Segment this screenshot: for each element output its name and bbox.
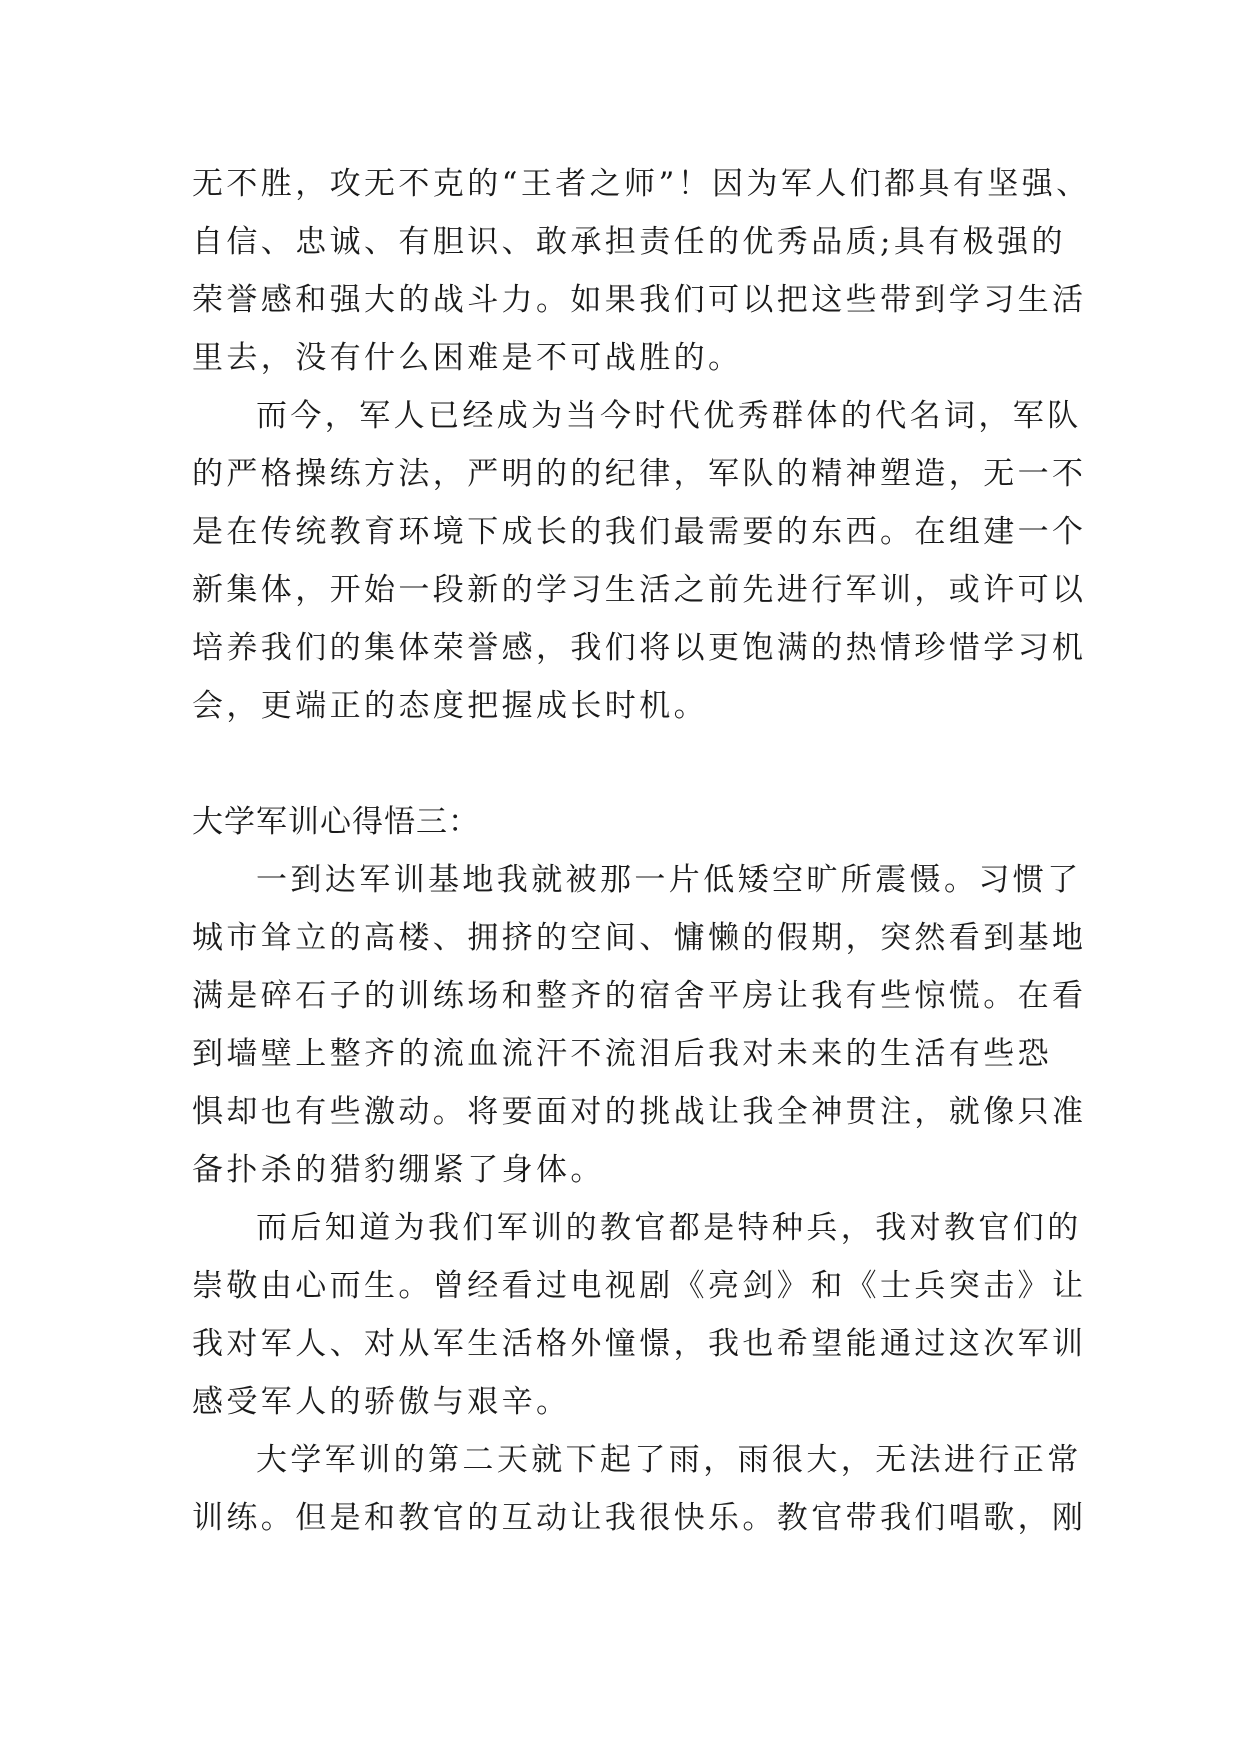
blank-line — [192, 735, 1092, 793]
text-line: 到墙壁上整齐的流血流汗不流泪后我对未来的生活有些恐 — [192, 1036, 1052, 1072]
text-line: 无不胜，攻无不克的“王者之师”！因为军人们都具有坚强、 — [192, 166, 1091, 202]
paragraph-2 — [192, 387, 1092, 735]
text-body — [192, 155, 1092, 1547]
text-line: 自信、忠诚、有胆识、敢承担责任的优秀品质;具有极强的 — [192, 224, 1066, 260]
text-line: 城市耸立的高楼、拥挤的空间、慵懒的假期，突然看到基地 — [192, 920, 1087, 956]
paragraph-4 — [192, 1199, 1092, 1431]
paragraph-3 — [192, 851, 1092, 1199]
text-line: 培养我们的集体荣誉感，我们将以更饱满的热情珍惜学习机 — [192, 630, 1087, 666]
text-line: 大学军训的第二天就下起了雨，雨很大，无法进行正常 — [256, 1442, 1082, 1478]
paragraph-5 — [192, 1431, 1092, 1547]
text-line: 惧却也有些激动。将要面对的挑战让我全神贯注，就像只准 — [192, 1094, 1087, 1130]
text-line: 训练。但是和教官的互动让我很快乐。教官带我们唱歌，刚 — [192, 1500, 1087, 1536]
text-line: 而今，军人已经成为当今时代优秀群体的代名词，军队 — [256, 398, 1082, 434]
text-line: 里去，没有什么困难是不可战胜的。 — [192, 340, 743, 376]
text-line: 崇敬由心而生。曾经看过电视剧《亮剑》和《士兵突击》让 — [192, 1268, 1087, 1304]
text-line: 备扑杀的猎豹绷紧了身体。 — [192, 1152, 605, 1188]
text-line: 的严格操练方法，严明的的纪律，军队的精神塑造，无一不 — [192, 456, 1087, 492]
section-heading: 大学军训心得悟三： — [192, 804, 480, 840]
text-line: 是在传统教育环境下成长的我们最需要的东西。在组建一个 — [192, 514, 1087, 550]
text-line: 感受军人的骄傲与艰辛。 — [192, 1384, 571, 1420]
paragraph-1 — [192, 155, 1092, 387]
text-line: 而后知道为我们军训的教官都是特种兵，我对教官们的 — [256, 1210, 1082, 1246]
text-line: 我对军人、对从军生活格外憧憬，我也希望能通过这次军训 — [192, 1326, 1087, 1362]
text-line: 会，更端正的态度把握成长时机。 — [192, 688, 708, 724]
text-line: 荣誉感和强大的战斗力。如果我们可以把这些带到学习生活 — [192, 282, 1087, 318]
text-line: 新集体，开始一段新的学习生活之前先进行军训，或许可以 — [192, 572, 1087, 608]
text-line: 一到达军训基地我就被那一片低矮空旷所震慑。习惯了 — [256, 862, 1082, 898]
text-line: 满是碎石子的训练场和整齐的宿舍平房让我有些惊慌。在看 — [192, 978, 1087, 1014]
